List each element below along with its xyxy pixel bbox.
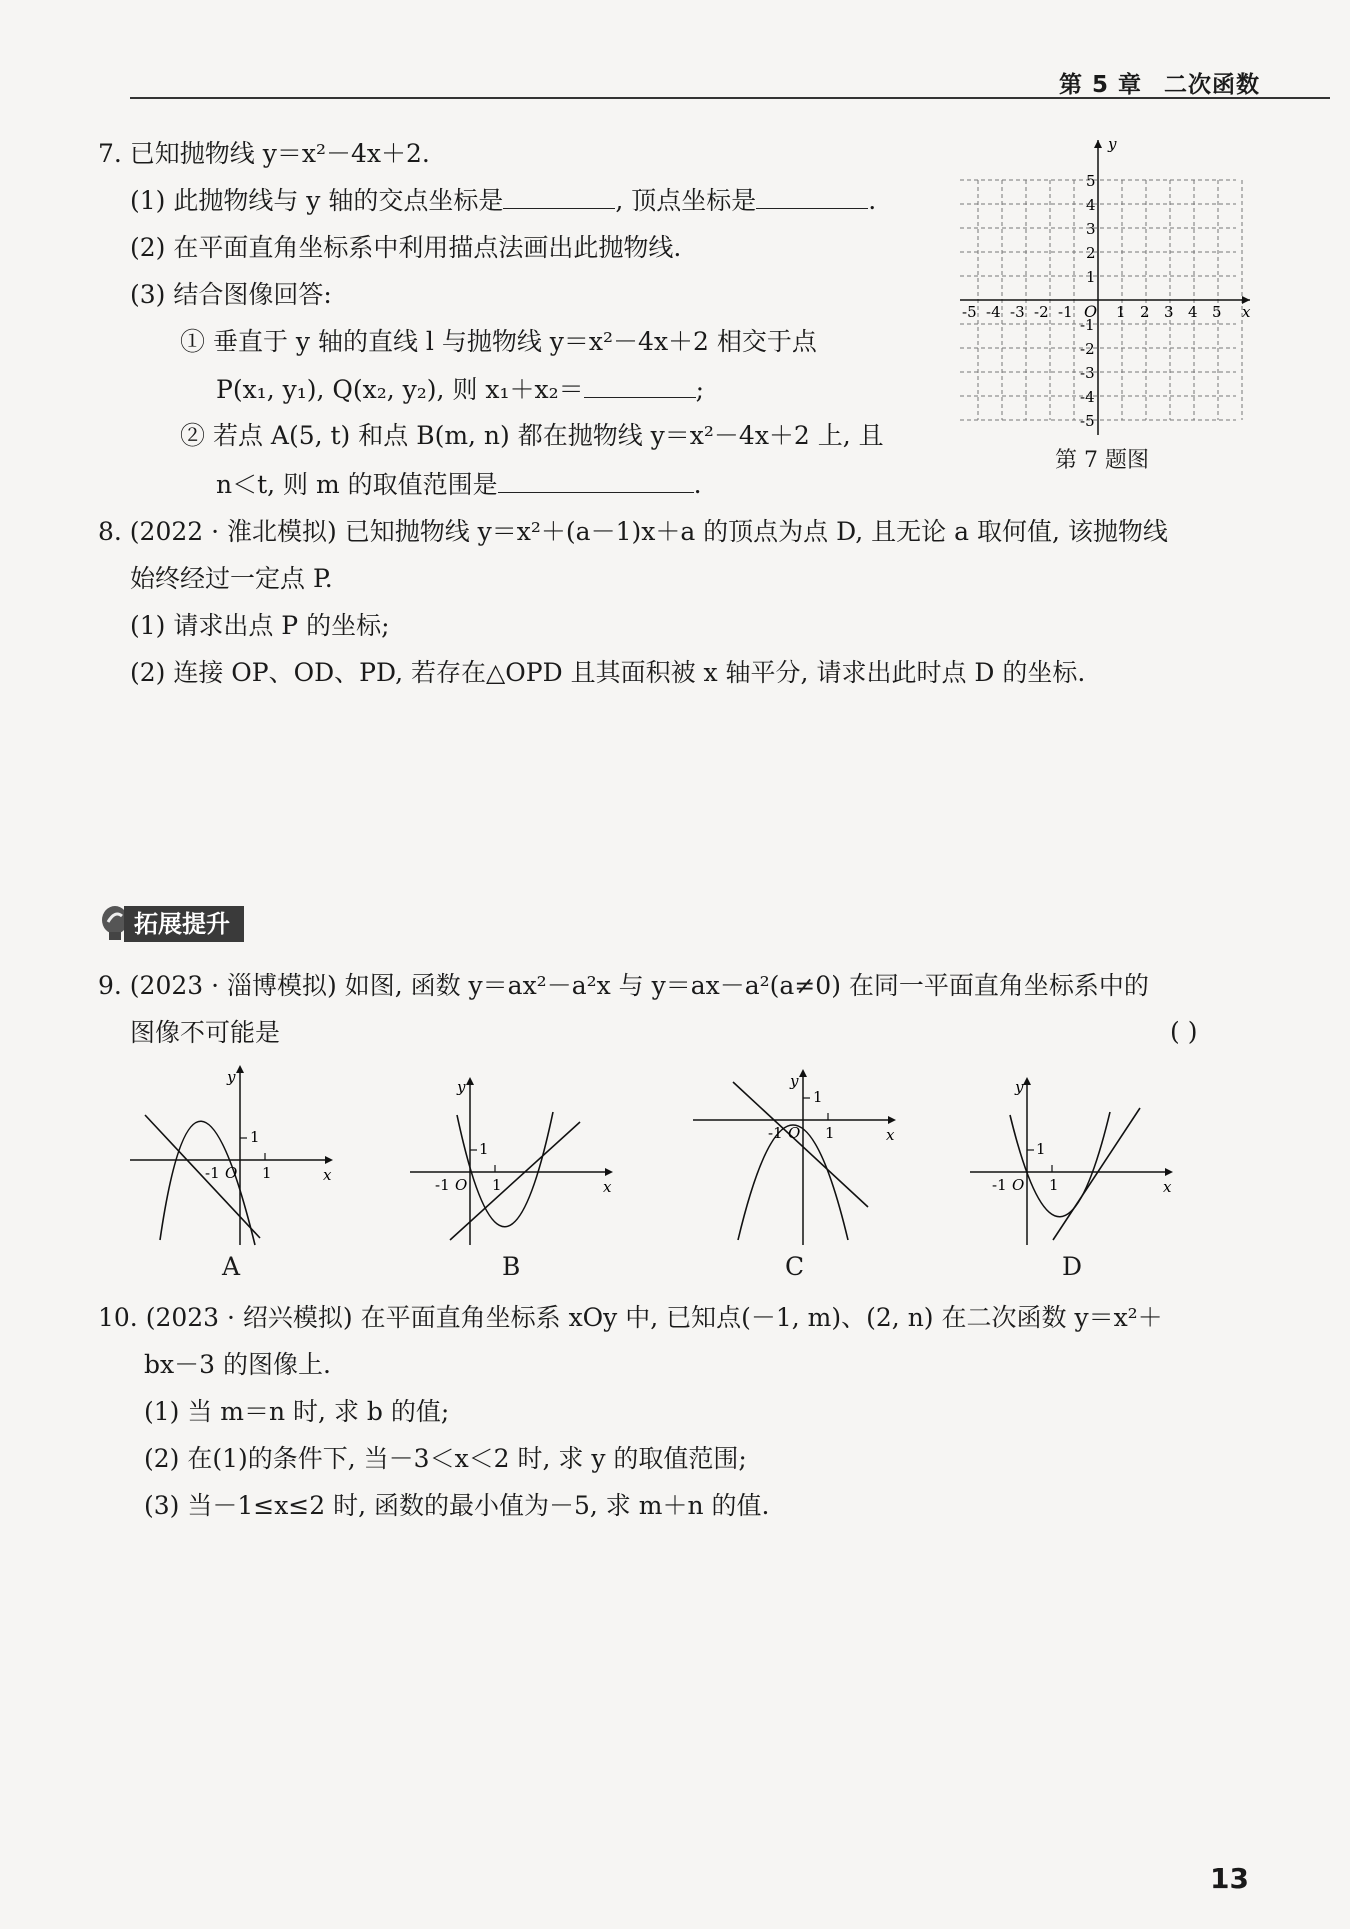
- opt-d-origin: O: [1012, 1176, 1025, 1194]
- q9-option-a-label[interactable]: A: [222, 1252, 241, 1281]
- q7-part3-ii-a: ② 若点 A(5, t) 和点 B(m, n) 都在抛物线 y＝x²－4x＋2 上, 且: [180, 421, 884, 450]
- opt-d-x-label: x: [1163, 1178, 1172, 1196]
- q7-stem: 7. 已知抛物线 y＝x²－4x＋2.: [98, 139, 430, 168]
- header-chapter: [1059, 66, 1260, 99]
- opt-c-origin: O: [788, 1124, 801, 1142]
- q9-option-d-label[interactable]: D: [1062, 1252, 1083, 1281]
- opt-b-x-label: x: [603, 1178, 612, 1196]
- x-tick-label: 2: [1140, 303, 1150, 321]
- opt-d-y-label: y: [1015, 1078, 1024, 1096]
- q7-part3-ii-b: [216, 468, 702, 501]
- q10-line1: 10. (2023 · 绍兴模拟) 在平面直角坐标系 xOy 中, 已知点(－1, m)、(2, n) 在二次函数 y＝x²＋: [98, 1303, 1163, 1332]
- opt-a-tick-y1: 1: [250, 1128, 260, 1146]
- q9-line2: 图像不可能是: [130, 1018, 281, 1047]
- q7-part2: (2) 在平面直角坐标系中利用描点法画出此抛物线.: [130, 233, 682, 262]
- q7-part3-i-a: ① 垂直于 y 轴的直线 l 与抛物线 y＝x²－4x＋2 相交于点: [180, 327, 817, 356]
- x-tick-label: 4: [1188, 303, 1198, 321]
- q9-option-d-graph: [965, 1060, 1180, 1250]
- q9-option-b-label[interactable]: B: [502, 1252, 521, 1281]
- q7-part1: [130, 184, 876, 217]
- q7-part3-i-end: ;: [695, 375, 705, 404]
- opt-b-tick-y1: 1: [479, 1140, 489, 1158]
- q8-line1: 8. (2022 · 淮北模拟) 已知抛物线 y＝x²＋(a－1)x＋a 的顶点为点 D, 且无论 a 取何值, 该抛物线: [98, 517, 1168, 546]
- y-tick-label: 4: [1086, 196, 1096, 214]
- q9-option-c-label[interactable]: C: [785, 1252, 805, 1281]
- answer-paren[interactable]: ( ): [1170, 1017, 1198, 1046]
- q10-part1: (1) 当 m＝n 时, 求 b 的值;: [144, 1397, 450, 1426]
- x-tick-label: -5: [962, 303, 977, 321]
- q7-part3-i-text: P(x₁, y₁), Q(x₂, y₂), 则 x₁＋x₂＝: [216, 375, 584, 404]
- answer-blank[interactable]: [584, 373, 696, 398]
- y-tick-label: -2: [1080, 340, 1095, 358]
- x-tick-label: 1: [1116, 303, 1126, 321]
- y-tick-label: -3: [1080, 364, 1095, 382]
- opt-d-tick-neg1: -1: [992, 1176, 1007, 1194]
- q7-part3-ii-text: n＜t, 则 m 的取值范围是: [216, 470, 498, 499]
- q9-option-a-graph: [125, 1060, 340, 1250]
- q10-part2: (2) 在(1)的条件下, 当－3＜x＜2 时, 求 y 的取值范围;: [144, 1444, 747, 1473]
- opt-b-tick-neg1: -1: [435, 1176, 450, 1194]
- y-tick-label: -1: [1080, 316, 1095, 334]
- y-tick-label: -5: [1080, 412, 1095, 430]
- q7-part3-ii-end: .: [693, 470, 702, 499]
- opt-b-tick-1: 1: [492, 1176, 502, 1194]
- x-tick-label: 3: [1164, 303, 1174, 321]
- q9-option-b-graph: [405, 1060, 620, 1250]
- x-tick-label: -1: [1058, 303, 1073, 321]
- opt-a-x-label: x: [323, 1166, 332, 1184]
- q8-part2: (2) 连接 OP、OD、PD, 若存在△OPD 且其面积被 x 轴平分, 请求出此时点 D 的坐标.: [130, 658, 1086, 687]
- opt-d-tick-y1: 1: [1036, 1140, 1046, 1158]
- x-tick-label: -2: [1034, 303, 1049, 321]
- q7-grid-figure: [960, 135, 1260, 435]
- opt-c-y-label: y: [790, 1072, 799, 1090]
- q7-part1-c: .: [868, 186, 877, 215]
- q10-part3: (3) 当－1≤x≤2 时, 函数的最小值为－5, 求 m＋n 的值.: [144, 1491, 770, 1520]
- opt-a-y-label: y: [227, 1068, 236, 1086]
- opt-b-y-label: y: [457, 1078, 466, 1096]
- opt-c-x-label: x: [886, 1126, 895, 1144]
- q7-origin: O: [1084, 302, 1098, 321]
- opt-c-tick-y1: 1: [813, 1088, 823, 1106]
- q7-y-label: y: [1108, 135, 1117, 153]
- opt-c-tick-1: 1: [825, 1124, 835, 1142]
- x-tick-label: 5: [1212, 303, 1222, 321]
- y-tick-label: 1: [1086, 268, 1096, 286]
- y-tick-label: -4: [1080, 388, 1095, 406]
- q9-line1: 9. (2023 · 淄博模拟) 如图, 函数 y＝ax²－a²x 与 y＝ax－a²(a≠0) 在同一平面直角坐标系中的: [98, 971, 1149, 1000]
- y-tick-label: 3: [1086, 220, 1096, 238]
- answer-blank[interactable]: [498, 468, 694, 493]
- opt-d-tick-1: 1: [1049, 1176, 1059, 1194]
- x-tick-label: -3: [1010, 303, 1025, 321]
- opt-a-origin: O: [225, 1164, 238, 1182]
- q7-figure-caption: 第 7 题图: [1055, 448, 1149, 473]
- opt-a-tick-1: 1: [262, 1164, 272, 1182]
- q8-part1: (1) 请求出点 P 的坐标;: [130, 611, 390, 640]
- opt-a-tick-neg1: -1: [205, 1164, 220, 1182]
- section-badge: [98, 906, 244, 942]
- page-number: 13: [1210, 1862, 1249, 1895]
- q7-part3-i-b: [216, 373, 704, 406]
- opt-c-tick-neg1: -1: [768, 1124, 783, 1142]
- page-header: [0, 0, 1350, 110]
- q7-part1-a: (1) 此抛物线与 y 轴的交点坐标是: [130, 186, 504, 215]
- q8-line2: 始终经过一定点 P.: [130, 564, 333, 593]
- answer-blank[interactable]: [756, 184, 868, 209]
- q9-option-c-graph: [688, 1060, 903, 1250]
- opt-b-origin: O: [455, 1176, 468, 1194]
- q7-x-label: x: [1242, 303, 1251, 321]
- answer-blank[interactable]: [503, 184, 615, 209]
- section-title: 拓展提升: [124, 906, 244, 942]
- chapter-title: 二次函数: [1164, 72, 1260, 98]
- x-tick-label: -4: [986, 303, 1001, 321]
- q7-part3: (3) 结合图像回答:: [130, 280, 332, 309]
- chapter-number: 第 5 章: [1058, 72, 1142, 98]
- y-tick-label: 2: [1086, 244, 1096, 262]
- q7-part1-b: , 顶点坐标是: [615, 186, 757, 215]
- y-tick-label: 5: [1086, 172, 1096, 190]
- q10-line2: bx－3 的图像上.: [144, 1350, 331, 1379]
